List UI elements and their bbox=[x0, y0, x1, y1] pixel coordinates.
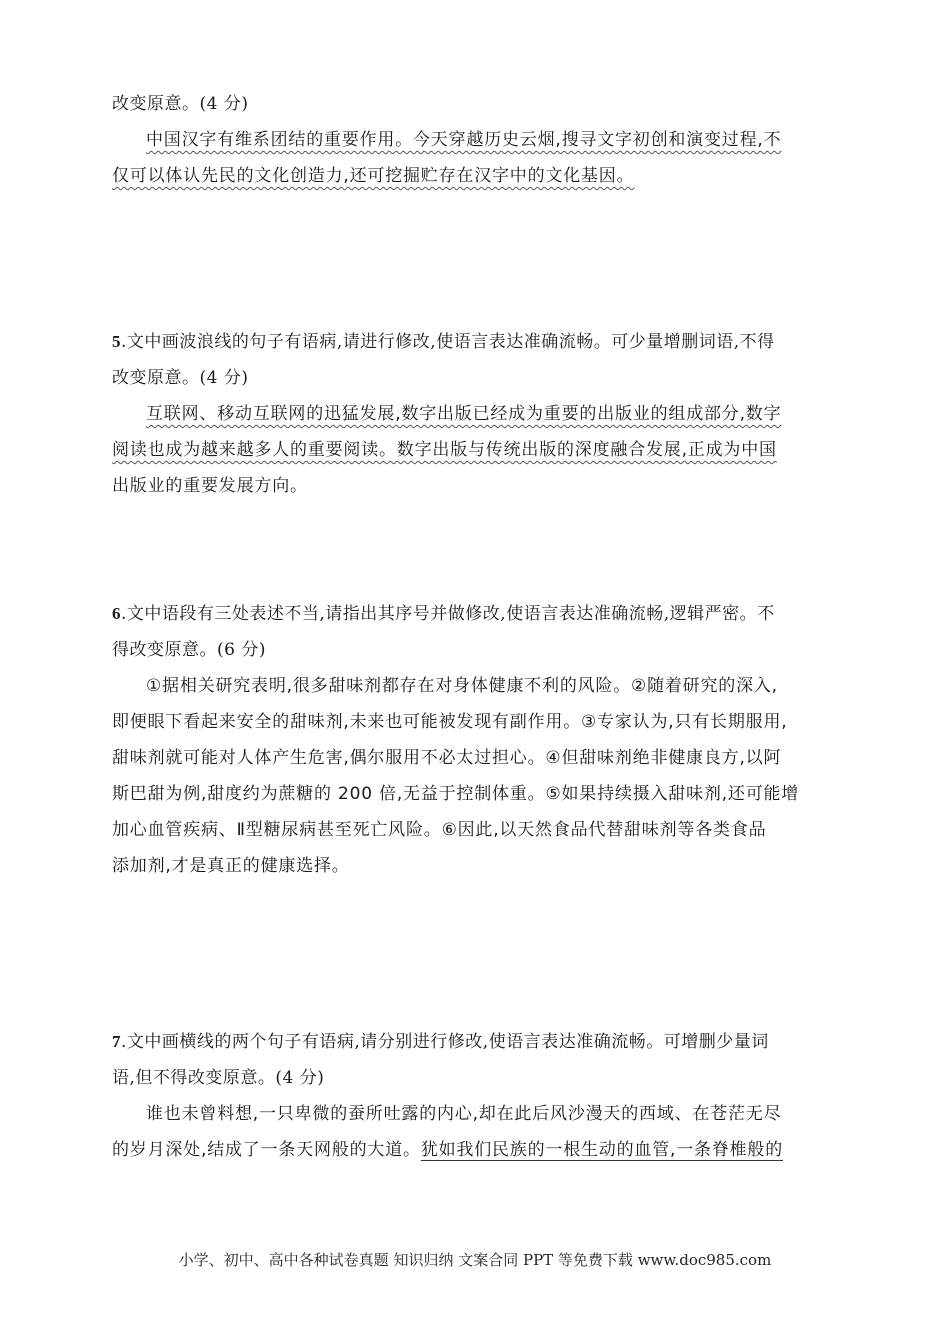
question-5-stem-line-1 bbox=[112, 324, 840, 360]
page-footer: 小学、初中、高中各种试卷真题 知识归纳 文案合同 PPT 等免费下载 www.doc985.com bbox=[178, 1251, 772, 1269]
intro-passage-line-2 bbox=[112, 158, 840, 194]
exam-page bbox=[112, 86, 840, 1168]
question-number: 5 bbox=[112, 332, 121, 351]
plain-text: 的岁月深处,结成了一条天网般的大道。 bbox=[112, 1140, 421, 1160]
question-6-passage-line: 即便眼下看起来安全的甜味剂,未来也可能被发现有副作用。③专家认为,只有长期服用, bbox=[112, 712, 788, 732]
question-5-passage-line-3: 出版业的重要发展方向。 bbox=[112, 476, 308, 496]
question-5-stem-line-2: 改变原意。(4 分) bbox=[112, 368, 249, 388]
question-number: 7 bbox=[112, 1032, 121, 1051]
question-7-stem-line-1 bbox=[112, 1024, 840, 1060]
intro-continuation: 改变原意。(4 分) bbox=[112, 94, 249, 114]
question-stem-text: .文中语段有三处表述不当,请指出其序号并做修改,使语言表达准确流畅,逻辑严密。不 bbox=[121, 604, 775, 624]
underlined-sentence: 犹如我们民族的一根生动的血管,一条脊椎般的 bbox=[420, 1140, 784, 1160]
question-stem-text: .文中画波浪线的句子有语病,请进行修改,使语言表达准确流畅。可少量增删词语,不得 bbox=[121, 332, 775, 352]
intro-passage-line-1 bbox=[112, 122, 840, 158]
question-6-passage-line: 加心血管疾病、Ⅱ型糖尿病甚至死亡风险。⑥因此,以天然食品代替甜味剂等各类食品 bbox=[112, 820, 767, 840]
question-6-stem-line-1 bbox=[112, 596, 840, 632]
question-5-passage-line-1 bbox=[112, 396, 840, 432]
question-number: 6 bbox=[112, 604, 121, 623]
question-6-stem-line-2: 得改变原意。(6 分) bbox=[112, 640, 266, 660]
question-stem-text: .文中画横线的两个句子有语病,请分别进行修改,使语言表达准确流畅。可增删少量词 bbox=[121, 1032, 769, 1052]
wavy-sentence: 中国汉字有维系团结的重要作用。今天穿越历史云烟,搜寻文字初创和演变过程,不 bbox=[146, 130, 782, 150]
wavy-sentence: 互联网、移动互联网的迅猛发展,数字出版已经成为重要的出版业的组成部分,数字 bbox=[146, 404, 782, 424]
wavy-sentence: 仅可以体认先民的文化创造力,还可挖掘贮存在汉字中的文化基因。 bbox=[112, 166, 635, 186]
question-6-passage-line: ①据相关研究表明,很多甜味剂都存在对身体健康不利的风险。②随着研究的深入, bbox=[146, 676, 778, 696]
question-7-stem-line-2: 语,但不得改变原意。(4 分) bbox=[112, 1068, 325, 1088]
question-6-passage-line: 添加剂,才是真正的健康选择。 bbox=[112, 856, 350, 876]
question-5-passage-line-2 bbox=[112, 432, 840, 468]
question-6-passage-line: 斯巴甜为例,甜度约为蔗糖的 200 倍,无益于控制体重。⑤如果持续摄入甜味剂,还可能增 bbox=[112, 784, 800, 804]
wavy-sentence: 阅读也成为越来越多人的重要阅读。数字出版与传统出版的深度融合发展,正成为中国 bbox=[112, 440, 777, 460]
question-7-passage-line-2 bbox=[112, 1132, 840, 1168]
question-7-passage-line-1: 谁也未曾料想,一只卑微的蚕所吐露的内心,却在此后风沙漫天的西域、在苍茫无尽 bbox=[146, 1104, 782, 1124]
question-6-passage-line: 甜味剂就可能对人体产生危害,偶尔服用不必太过担心。④但甜味剂绝非健康良方,以阿 bbox=[112, 748, 782, 768]
